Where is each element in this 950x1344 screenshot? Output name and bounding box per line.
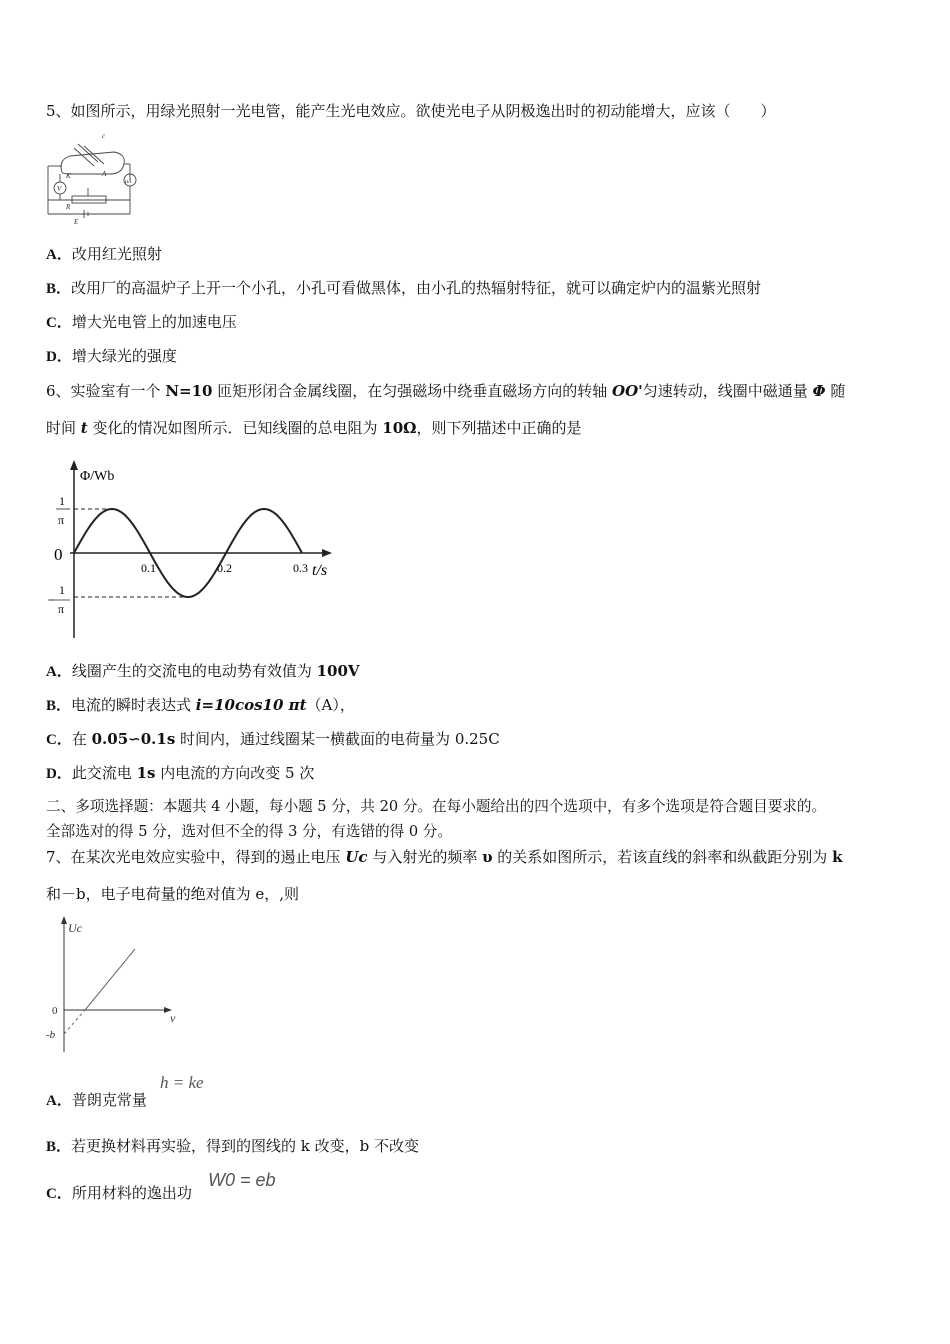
option-text: 普朗克常量: [71, 1091, 147, 1109]
q7-option-a-formula: h = ke: [160, 1073, 204, 1092]
q6-option-a[interactable]: A．线圈产生的交流电的电动势有效值为 100V: [46, 662, 360, 680]
q7-option-c[interactable]: [46, 1183, 192, 1204]
option-key: D．: [46, 349, 72, 365]
option-key: C．: [46, 315, 72, 331]
q7-option-a[interactable]: [46, 1090, 147, 1111]
option-key: A．: [46, 664, 72, 680]
q6-stem-line1: 6、实验室有一个 N=10 匝矩形闭合金属线圈，在匀强磁场中绕垂直磁场方向的转轴 OO'匀速转动，线圈中磁通量 Φ 随: [46, 382, 846, 400]
option-key: B．: [46, 281, 72, 297]
label-r: R: [66, 203, 71, 211]
x-axis-label: ν: [170, 1011, 176, 1025]
x-tick-label: 0.2: [217, 561, 232, 575]
data-line-extension: [64, 1010, 85, 1034]
label-k: K: [66, 172, 71, 180]
label-c: c: [102, 132, 106, 140]
q7-stem-line2: 和－b，电子电荷量的绝对值为 e，,则: [46, 885, 300, 903]
option-key: C．: [46, 732, 72, 748]
label-ua: μA: [125, 179, 132, 185]
option-key: A．: [46, 247, 72, 263]
q6-stem-line2: 时间 t 变化的情况如图所示．已知线圈的总电阻为 10Ω，则下列描述中正确的是: [46, 419, 582, 437]
y-tick-top-denominator: π: [58, 513, 65, 527]
y-tick-top-numerator: 1: [59, 494, 65, 508]
option-text: 所用材料的逸出功: [71, 1184, 192, 1202]
label-v: V: [57, 185, 62, 193]
y-tick-bottom-numerator: 1: [59, 583, 65, 597]
photocell-circuit-figure: [44, 130, 144, 226]
x-tick-label: 0.3: [293, 561, 308, 575]
x-tick-label: 0.1: [141, 561, 156, 575]
intercept-label: -b: [46, 1029, 56, 1041]
x-axis-arrow: [322, 549, 332, 557]
flux-time-chart: [40, 456, 340, 641]
q6-option-c[interactable]: C．在 0.05∽0.1s 时间内，通过线圈某一横截面的电荷量为 0.25C: [46, 730, 500, 748]
data-line: [85, 949, 135, 1010]
y-axis-label: Uc: [68, 921, 82, 935]
q7-option-c-formula: W0 = eb: [208, 1170, 276, 1190]
y-tick-bottom-denominator: π: [58, 602, 65, 616]
q6-option-b[interactable]: B．电流的瞬时表达式 i=10cos10 πt（A），: [46, 696, 355, 714]
y-axis-arrow: [61, 916, 67, 924]
section2-heading-line2: 全部选对的得 5 分，选对但不全的得 3 分，有选错的得 0 分。: [46, 823, 452, 840]
option-text: 若更换材料再实验，得到的图线的 k 改变，b 不改变: [71, 1137, 420, 1155]
q5-option-c[interactable]: [46, 312, 237, 333]
q5-option-d[interactable]: [46, 346, 177, 367]
q5-option-b[interactable]: [46, 278, 761, 299]
option-text: 增大绿光的强度: [71, 347, 177, 365]
label-e: E: [74, 218, 79, 226]
option-key: A．: [46, 1093, 72, 1109]
section2-heading-line1: 二、多项选择题：本题共 4 小题，每小题 5 分，共 20 分。在每小题给出的四个选项中，有多个选项是符合题目要求的。: [46, 798, 827, 815]
option-text: 增大光电管上的加速电压: [71, 313, 237, 331]
x-axis-label: t/s: [312, 562, 328, 579]
option-key: B．: [46, 1139, 72, 1155]
q7-stem-line1: 7、在某次光电效应实验中，得到的遏止电压 Uc 与入射光的频率 υ 的关系如图所示，若该直线的斜率和纵截距分别为 k: [46, 848, 843, 866]
option-key: C．: [46, 1186, 72, 1202]
y-axis-label: Φ/Wb: [80, 469, 115, 484]
origin-label: 0: [52, 1005, 58, 1017]
q5-option-a[interactable]: [46, 244, 162, 265]
option-text: 改用红光照射: [71, 245, 162, 263]
option-key: B．: [46, 698, 72, 714]
option-text: 改用厂的高温炉子上开一个小孔，小孔可看做黑体，由小孔的热辐射特征，就可以确定炉内的温紫光照射: [71, 279, 762, 297]
y-axis-arrow: [70, 460, 78, 470]
origin-label: 0: [54, 545, 63, 564]
q6-option-d[interactable]: D．此交流电 1s 内电流的方向改变 5 次: [46, 764, 315, 782]
option-key: D．: [46, 766, 72, 782]
q7-option-b[interactable]: [46, 1136, 419, 1157]
q5-stem: 5、如图所示，用绿光照射一光电管，能产生光电效应。欲使光电子从阴极逸出时的初动能增大，应该（ ）: [46, 102, 776, 120]
stopping-voltage-chart: [40, 912, 190, 1062]
label-a: A: [102, 170, 107, 178]
